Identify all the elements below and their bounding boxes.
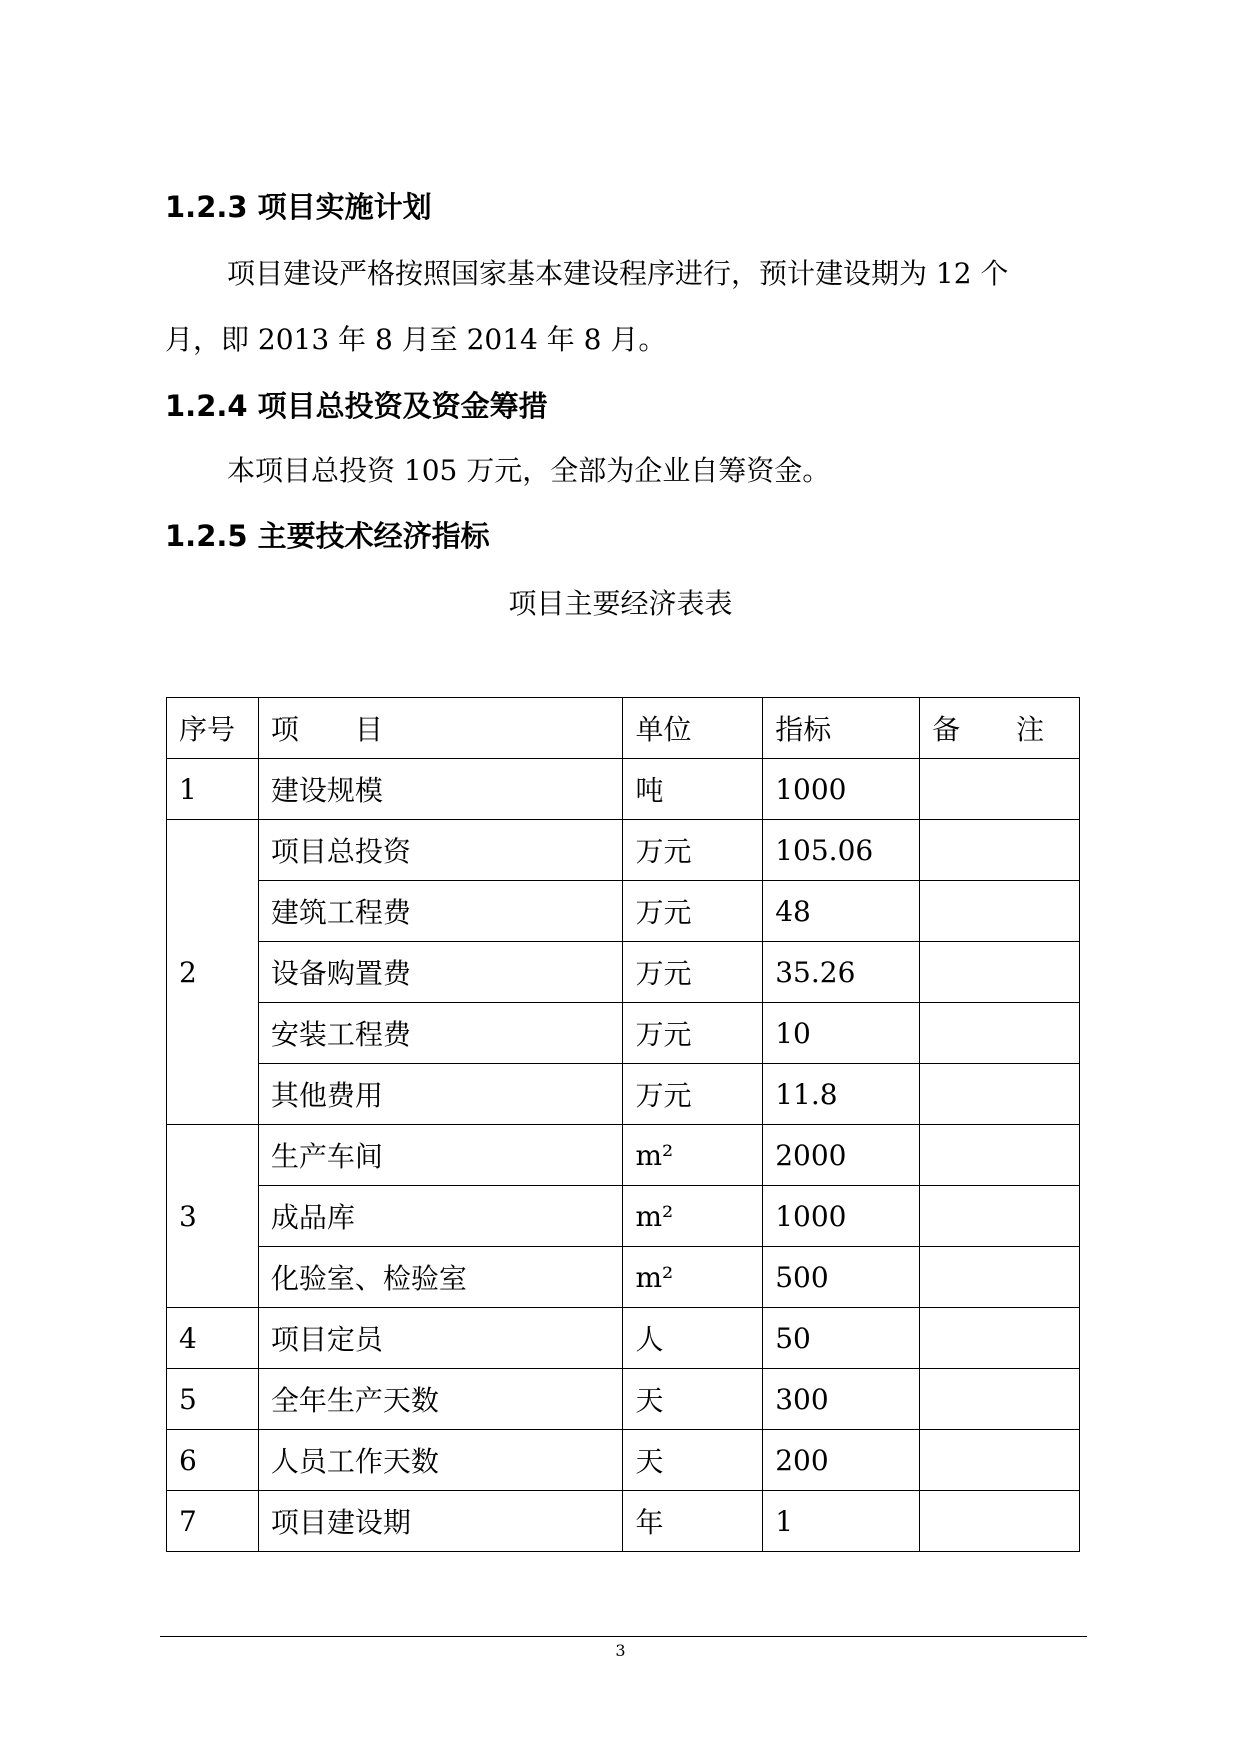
table-row (167, 1491, 1080, 1552)
cell-value: 500 (763, 1247, 920, 1308)
cell-unit: m² (623, 1125, 763, 1186)
cell-no: 1 (167, 759, 259, 820)
cell-value: 105.06 (763, 820, 920, 881)
table-row (167, 1003, 1080, 1064)
cell-unit: 人 (623, 1308, 763, 1369)
cell-note (920, 881, 1080, 942)
table-row (167, 1308, 1080, 1369)
economic-indicators-table (166, 697, 1080, 1552)
cell-unit: 天 (623, 1369, 763, 1430)
cell-no: 3 (167, 1125, 259, 1308)
cell-no: 6 (167, 1430, 259, 1491)
header-cell-note: 备 注 (920, 698, 1080, 759)
cell-item: 项目总投资 (258, 820, 623, 881)
header-cell-item: 项 目 (258, 698, 623, 759)
cell-unit: 万元 (623, 942, 763, 1003)
table-row (167, 1369, 1080, 1430)
section-heading-1-2-3: 1.2.3 项目实施计划 (165, 190, 432, 224)
cell-value: 35.26 (763, 942, 920, 1003)
table-row (167, 1064, 1080, 1125)
cell-value: 200 (763, 1430, 920, 1491)
cell-note (920, 1308, 1080, 1369)
cell-no: 5 (167, 1369, 259, 1430)
header-cell-no: 序号 (167, 698, 259, 759)
cell-value: 1000 (763, 759, 920, 820)
cell-value: 1000 (763, 1186, 920, 1247)
paragraph-line: 月，即 2013 年 8 月至 2014 年 8 月。 (165, 323, 667, 356)
investment-paragraph (165, 438, 1085, 504)
cell-unit: m² (623, 1186, 763, 1247)
cell-unit: 天 (623, 1430, 763, 1491)
cell-unit: m² (623, 1247, 763, 1308)
cell-unit: 万元 (623, 881, 763, 942)
table-row (167, 1125, 1080, 1186)
table-row (167, 820, 1080, 881)
cell-note (920, 1247, 1080, 1308)
header-cell-value: 指标 (763, 698, 920, 759)
cell-value: 48 (763, 881, 920, 942)
cell-note (920, 820, 1080, 881)
table-row (167, 1247, 1080, 1308)
table-row (167, 1430, 1080, 1491)
cell-value: 1 (763, 1491, 920, 1552)
table-row (167, 881, 1080, 942)
cell-value: 2000 (763, 1125, 920, 1186)
page-number: 3 (615, 1641, 626, 1660)
cell-item: 设备购置费 (258, 942, 623, 1003)
paragraph-line: 项目建设严格按照国家基本建设程序进行，预计建设期为 12 个 (227, 257, 1009, 290)
table-row (167, 942, 1080, 1003)
cell-unit: 年 (623, 1491, 763, 1552)
cell-value: 11.8 (763, 1064, 920, 1125)
cell-note (920, 1491, 1080, 1552)
cell-item: 安装工程费 (258, 1003, 623, 1064)
implementation-plan-paragraph (165, 241, 1085, 373)
cell-item: 成品库 (258, 1186, 623, 1247)
section-heading-1-2-4: 1.2.4 项目总投资及资金筹措 (165, 389, 548, 423)
cell-unit: 万元 (623, 1064, 763, 1125)
cell-no: 2 (167, 820, 259, 1125)
cell-item: 全年生产天数 (258, 1369, 623, 1430)
cell-unit: 万元 (623, 820, 763, 881)
cell-value: 300 (763, 1369, 920, 1430)
table-header-row (167, 698, 1080, 759)
cell-note (920, 1186, 1080, 1247)
cell-note (920, 1125, 1080, 1186)
table-row (167, 759, 1080, 820)
cell-value: 50 (763, 1308, 920, 1369)
cell-value: 10 (763, 1003, 920, 1064)
cell-no: 7 (167, 1491, 259, 1552)
table-title: 项目主要经济表表 (508, 587, 733, 620)
cell-unit: 吨 (623, 759, 763, 820)
cell-item: 人员工作天数 (258, 1430, 623, 1491)
footer-divider (160, 1636, 1087, 1637)
cell-item: 建设规模 (258, 759, 623, 820)
cell-note (920, 1003, 1080, 1064)
cell-note (920, 1369, 1080, 1430)
cell-note (920, 942, 1080, 1003)
cell-item: 化验室、检验室 (258, 1247, 623, 1308)
header-cell-unit: 单位 (623, 698, 763, 759)
cell-note (920, 1430, 1080, 1491)
cell-item: 项目定员 (258, 1308, 623, 1369)
cell-note (920, 1064, 1080, 1125)
cell-item: 其他费用 (258, 1064, 623, 1125)
cell-unit: 万元 (623, 1003, 763, 1064)
cell-no: 4 (167, 1308, 259, 1369)
section-heading-1-2-5: 1.2.5 主要技术经济指标 (165, 519, 490, 553)
cell-item: 建筑工程费 (258, 881, 623, 942)
cell-item: 项目建设期 (258, 1491, 623, 1552)
paragraph-line: 本项目总投资 105 万元，全部为企业自筹资金。 (227, 454, 831, 487)
cell-item: 生产车间 (258, 1125, 623, 1186)
table-row (167, 1186, 1080, 1247)
cell-note (920, 759, 1080, 820)
